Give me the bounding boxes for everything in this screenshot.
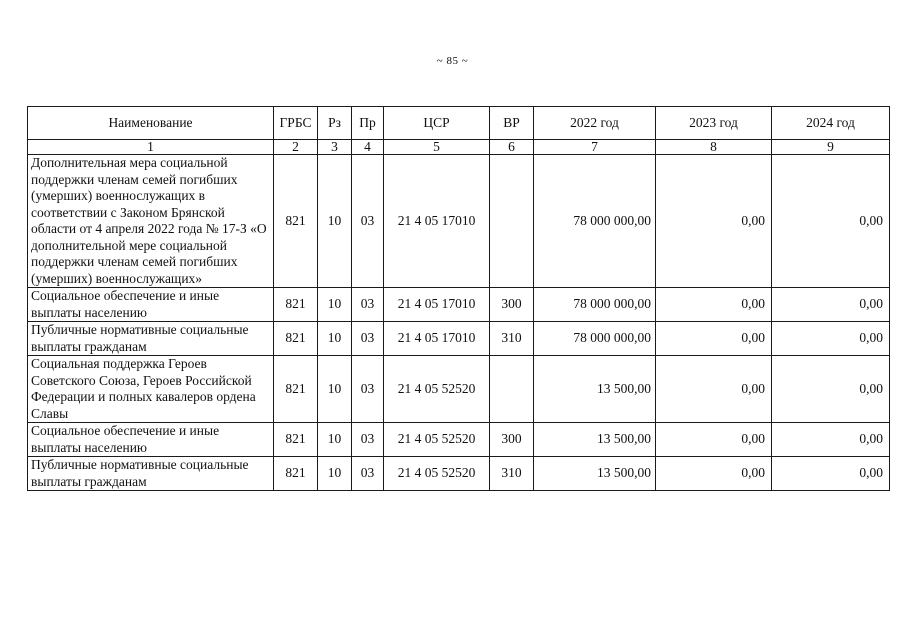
row-vr: 310 <box>490 322 534 356</box>
row-rz: 10 <box>318 155 352 288</box>
row-amount-2023: 0,00 <box>656 356 772 423</box>
row-amount-2022: 78 000 000,00 <box>534 155 656 288</box>
header-2022: 2022 год <box>534 107 656 140</box>
row-pr: 03 <box>352 288 384 322</box>
column-number: 2 <box>274 140 318 155</box>
row-csr: 21 4 05 52520 <box>384 356 490 423</box>
row-csr: 21 4 05 17010 <box>384 155 490 288</box>
row-amount-2023: 0,00 <box>656 457 772 491</box>
column-number-row <box>28 140 890 155</box>
column-number: 5 <box>384 140 490 155</box>
row-csr: 21 4 05 52520 <box>384 423 490 457</box>
row-rz: 10 <box>318 322 352 356</box>
row-name: Публичные нормативные социальные выплаты гражданам <box>28 457 274 491</box>
row-amount-2023: 0,00 <box>656 155 772 288</box>
column-number: 3 <box>318 140 352 155</box>
header-csr: ЦСР <box>384 107 490 140</box>
row-amount-2023: 0,00 <box>656 423 772 457</box>
header-vr: ВР <box>490 107 534 140</box>
row-grbs: 821 <box>274 155 318 288</box>
row-amount-2022: 78 000 000,00 <box>534 322 656 356</box>
row-name: Дополнительная мера социальной поддержки членам семей погибших (умерших) военнослужащих в соответствии с Законом Брянской области от 4 апреля 2022 года № 17-З «О дополнительной мере социальной поддержки членам семей погибших (умерших) военнослужащих» <box>28 155 274 288</box>
column-number: 6 <box>490 140 534 155</box>
row-amount-2022: 13 500,00 <box>534 423 656 457</box>
row-csr: 21 4 05 17010 <box>384 322 490 356</box>
row-amount-2022: 13 500,00 <box>534 457 656 491</box>
column-number: 4 <box>352 140 384 155</box>
row-rz: 10 <box>318 457 352 491</box>
row-name: Социальное обеспечение и иные выплаты населению <box>28 288 274 322</box>
header-2023: 2023 год <box>656 107 772 140</box>
row-amount-2023: 0,00 <box>656 288 772 322</box>
row-grbs: 821 <box>274 288 318 322</box>
table-row <box>28 356 890 423</box>
column-number: 9 <box>772 140 890 155</box>
row-pr: 03 <box>352 356 384 423</box>
row-amount-2024: 0,00 <box>772 322 890 356</box>
budget-table <box>27 106 890 491</box>
row-pr: 03 <box>352 423 384 457</box>
table-row <box>28 155 890 288</box>
row-rz: 10 <box>318 356 352 423</box>
row-pr: 03 <box>352 155 384 288</box>
row-name: Публичные нормативные социальные выплаты гражданам <box>28 322 274 356</box>
row-pr: 03 <box>352 322 384 356</box>
row-grbs: 821 <box>274 356 318 423</box>
row-grbs: 821 <box>274 457 318 491</box>
row-amount-2024: 0,00 <box>772 423 890 457</box>
row-grbs: 821 <box>274 423 318 457</box>
header-grbs: ГРБС <box>274 107 318 140</box>
row-amount-2024: 0,00 <box>772 356 890 423</box>
header-name: Наименование <box>28 107 274 140</box>
table-row <box>28 423 890 457</box>
table-row <box>28 288 890 322</box>
header-rz: Рз <box>318 107 352 140</box>
row-vr <box>490 155 534 288</box>
row-amount-2024: 0,00 <box>772 457 890 491</box>
row-vr <box>490 356 534 423</box>
row-name: Социальная поддержка Героев Советского Союза, Героев Российской Федерации и полных кавалеров ордена Славы <box>28 356 274 423</box>
row-name: Социальное обеспечение и иные выплаты населению <box>28 423 274 457</box>
table-row <box>28 322 890 356</box>
row-amount-2022: 13 500,00 <box>534 356 656 423</box>
row-csr: 21 4 05 17010 <box>384 288 490 322</box>
row-pr: 03 <box>352 457 384 491</box>
header-pr: Пр <box>352 107 384 140</box>
header-2024: 2024 год <box>772 107 890 140</box>
row-amount-2023: 0,00 <box>656 322 772 356</box>
row-rz: 10 <box>318 423 352 457</box>
row-vr: 300 <box>490 423 534 457</box>
row-rz: 10 <box>318 288 352 322</box>
column-number: 7 <box>534 140 656 155</box>
page-number: ~ 85 ~ <box>436 55 469 67</box>
row-grbs: 821 <box>274 322 318 356</box>
row-amount-2024: 0,00 <box>772 155 890 288</box>
table-row <box>28 457 890 491</box>
table-header-row <box>28 107 890 140</box>
row-vr: 310 <box>490 457 534 491</box>
row-amount-2024: 0,00 <box>772 288 890 322</box>
row-amount-2022: 78 000 000,00 <box>534 288 656 322</box>
column-number: 1 <box>28 140 274 155</box>
row-csr: 21 4 05 52520 <box>384 457 490 491</box>
row-vr: 300 <box>490 288 534 322</box>
column-number: 8 <box>656 140 772 155</box>
